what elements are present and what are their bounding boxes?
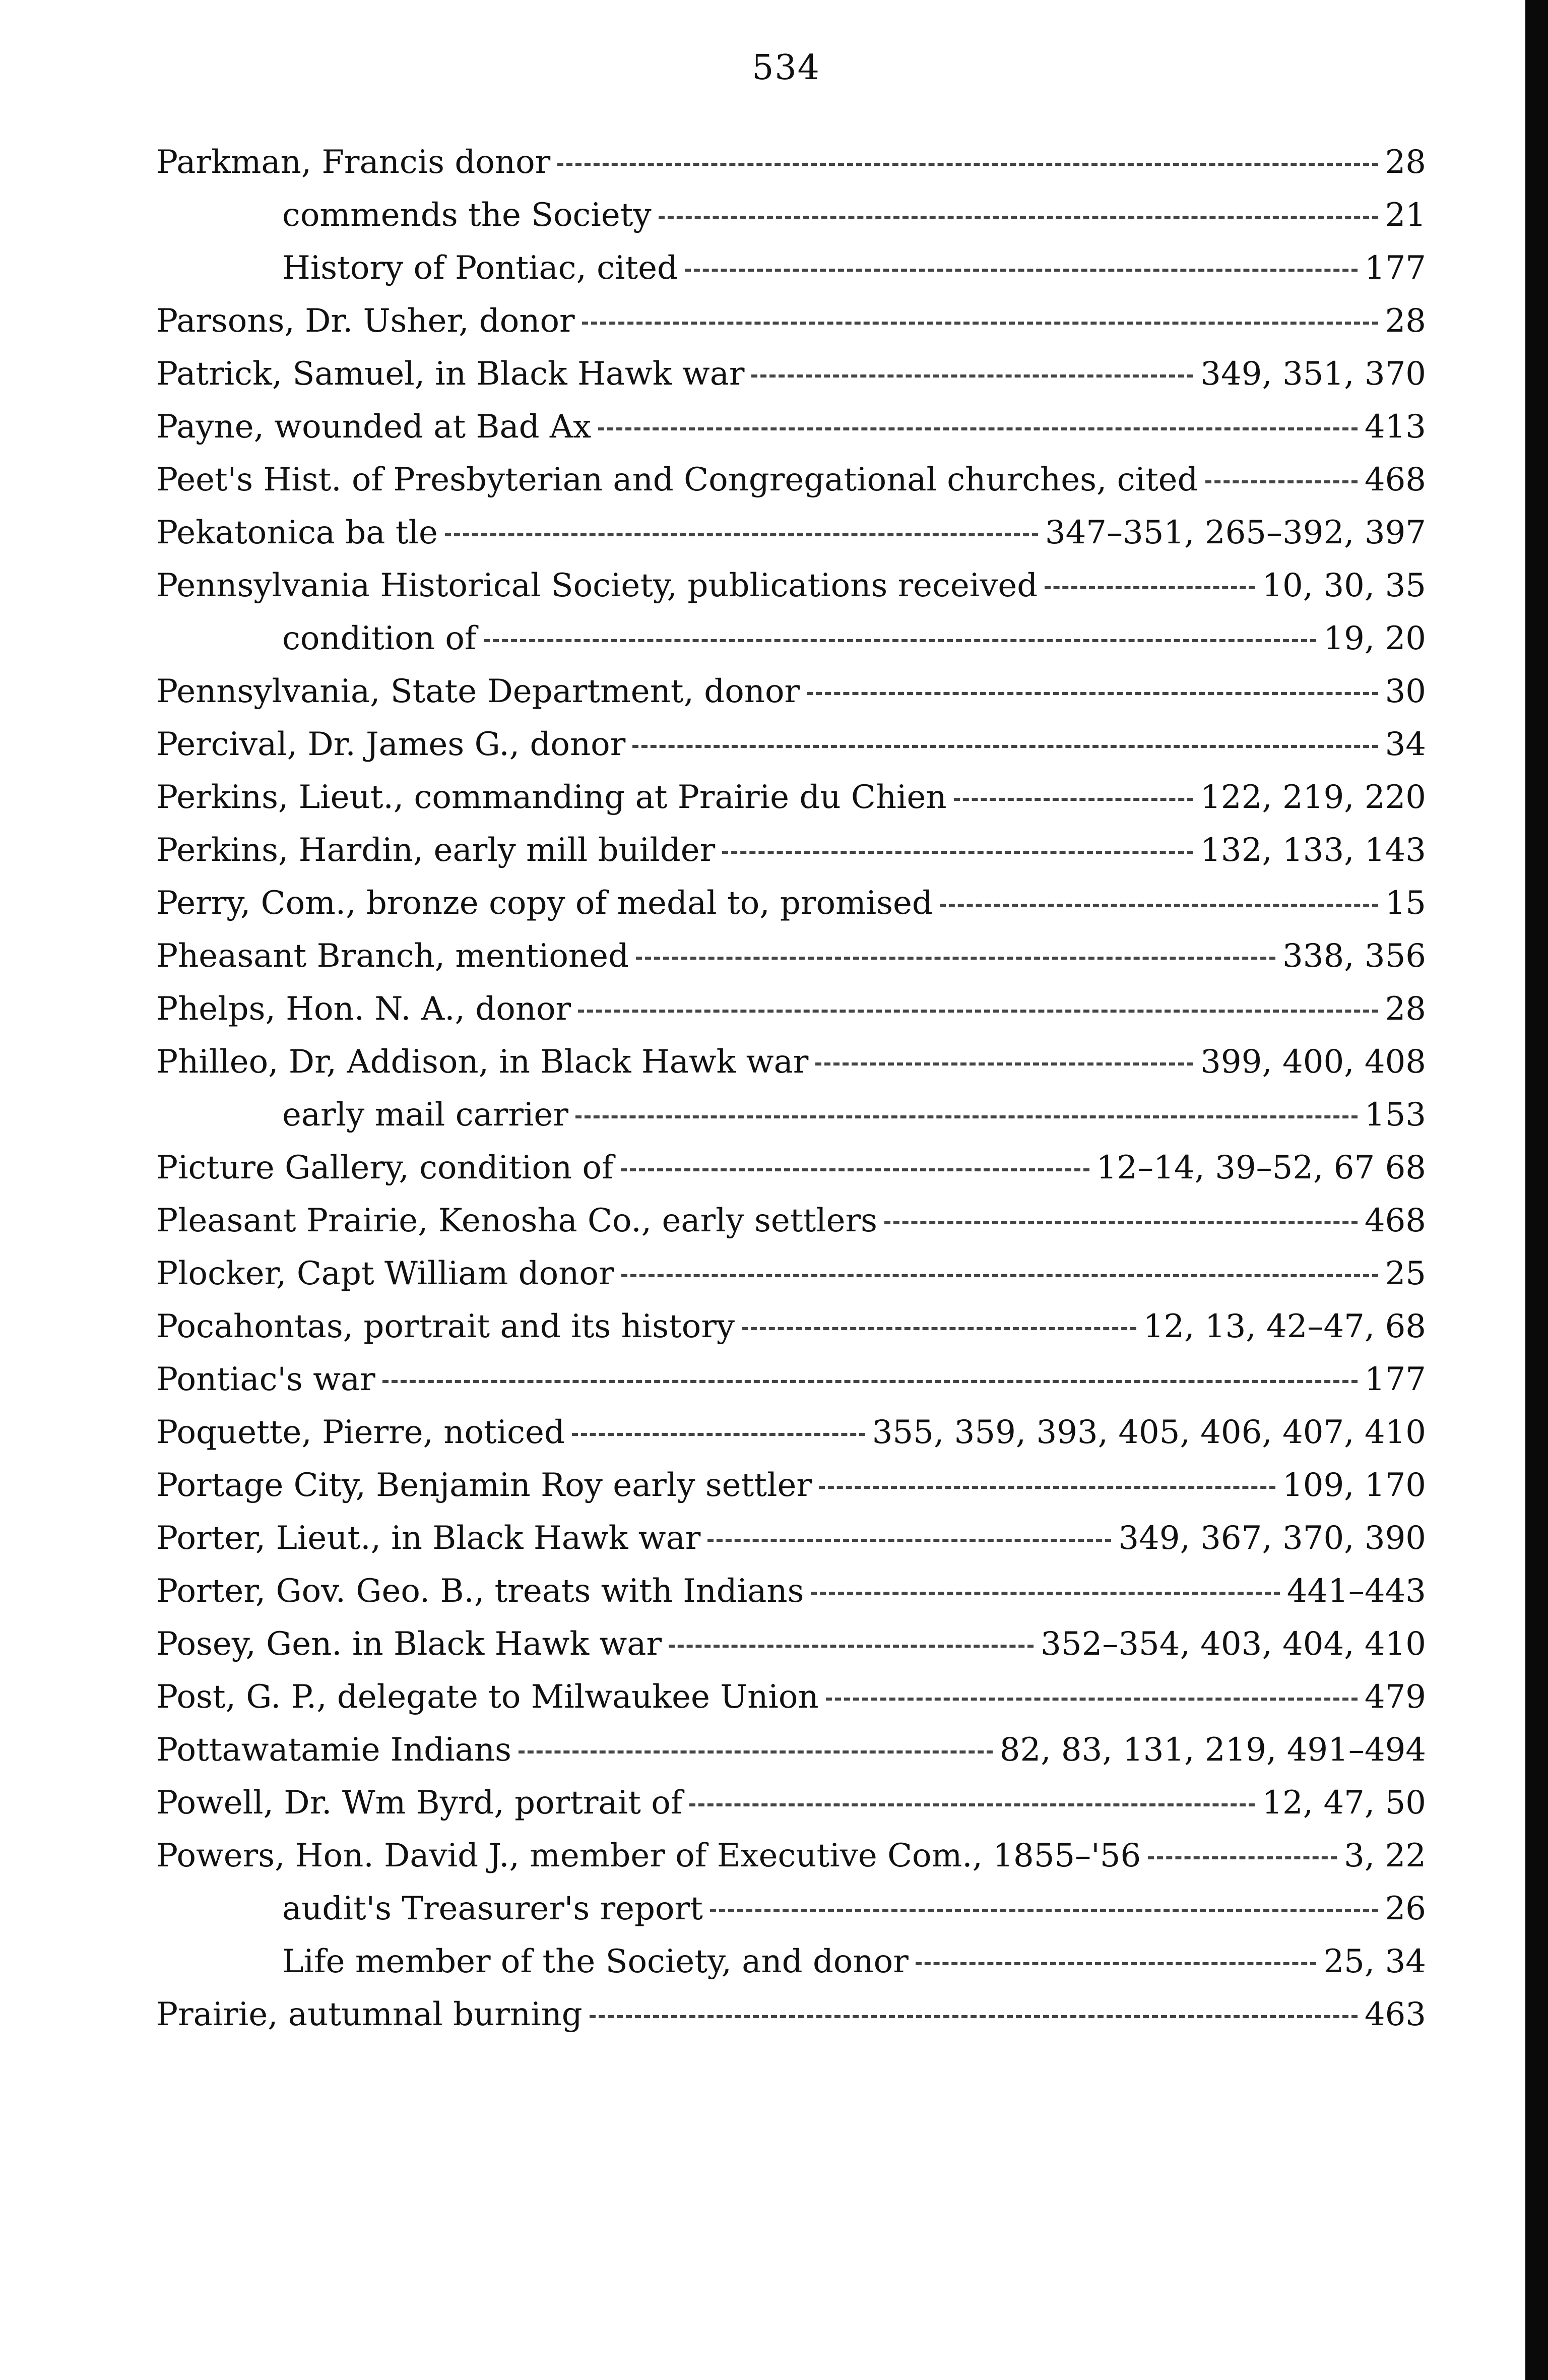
entry-label: Life member of the Society, and donor (282, 1943, 909, 1980)
dot-leader (382, 1380, 1358, 1383)
index-entry (156, 401, 1426, 454)
entry-label: Perkins, Hardin, early mill builder (156, 832, 716, 869)
dot-leader (659, 216, 1378, 219)
index-entry (156, 877, 1426, 930)
index-entry (156, 1988, 1426, 2041)
dot-leader (582, 322, 1378, 325)
entry-pages: 12, 13, 42–47, 68 (1143, 1308, 1426, 1345)
index-entry (156, 348, 1426, 401)
entry-label: Phelps, Hon. N. A., donor (156, 990, 571, 1028)
entry-pages: 28 (1385, 302, 1426, 340)
entry-pages: 479 (1364, 1678, 1426, 1716)
entry-label: Pleasant Prairie, Kenosha Co., early settlers (156, 1202, 877, 1239)
dot-leader (590, 2015, 1358, 2018)
entry-pages: 10, 30, 35 (1262, 567, 1426, 604)
entry-label: Philleo, Dr, Addison, in Black Hawk war (156, 1043, 809, 1081)
index-subentry (156, 612, 1426, 665)
entry-pages: 3, 22 (1344, 1837, 1426, 1874)
entry-label: Pottawatamie Indians (156, 1731, 511, 1769)
dot-leader (689, 1803, 1255, 1806)
dot-leader (621, 1168, 1089, 1171)
entry-label: Perry, Com., bronze copy of medal to, promised (156, 885, 933, 922)
dot-leader (954, 798, 1194, 801)
entry-label: Pocahontas, portrait and its history (156, 1308, 735, 1345)
dot-leader (578, 1010, 1378, 1013)
index-entry (156, 665, 1426, 718)
entry-label: Pontiac's war (156, 1361, 375, 1398)
dot-leader (621, 1274, 1378, 1277)
index-subentry (156, 1883, 1426, 1935)
entry-pages: 349, 367, 370, 390 (1118, 1520, 1426, 1557)
entry-label: Pennsylvania, State Department, donor (156, 673, 800, 710)
index-entry (156, 1353, 1426, 1406)
entry-label: commends the Society (282, 197, 652, 234)
dot-leader (819, 1486, 1275, 1489)
index-entry (156, 1036, 1426, 1089)
dot-leader (1148, 1856, 1337, 1859)
index-entry (156, 1195, 1426, 1247)
dot-leader (815, 1062, 1193, 1066)
entry-label: Poquette, Pierre, noticed (156, 1414, 565, 1451)
entry-pages: 463 (1364, 1996, 1426, 2033)
entry-pages: 441–443 (1286, 1573, 1426, 1610)
dot-leader (884, 1221, 1358, 1224)
dot-leader (484, 639, 1317, 642)
entry-pages: 177 (1364, 1361, 1426, 1398)
index-entry (156, 771, 1426, 824)
dot-leader (572, 1433, 865, 1436)
index-entry (156, 1406, 1426, 1459)
entry-label: History of Pontiac, cited (282, 249, 678, 287)
index-entry (156, 930, 1426, 983)
entry-pages: 153 (1364, 1096, 1426, 1134)
index-entry (156, 1618, 1426, 1671)
dot-leader (636, 957, 1275, 960)
entry-label: Peet's Hist. of Presbyterian and Congregational churches, cited (156, 461, 1198, 498)
entry-pages: 349, 351, 370 (1200, 355, 1426, 393)
entry-pages: 399, 400, 408 (1200, 1043, 1426, 1081)
index-entry (156, 507, 1426, 559)
entry-label: Pekatonica ba tle (156, 514, 438, 551)
entry-label: Pennsylvania Historical Society, publications received (156, 567, 1038, 604)
entry-pages: 28 (1385, 144, 1426, 181)
index-entry (156, 559, 1426, 612)
dot-leader (710, 1909, 1378, 1912)
index-entry (156, 1459, 1426, 1512)
index-entry (156, 1777, 1426, 1830)
entry-pages: 28 (1385, 990, 1426, 1028)
entry-label: Powell, Dr. Wm Byrd, portrait of (156, 1784, 683, 1822)
dot-leader (811, 1592, 1279, 1595)
index-list (156, 136, 1426, 2041)
entry-label: Picture Gallery, condition of (156, 1149, 614, 1186)
index-entry (156, 983, 1426, 1036)
dot-leader (707, 1539, 1111, 1542)
entry-label: condition of (282, 620, 477, 657)
entry-label: Parkman, Francis donor (156, 144, 551, 181)
entry-pages: 352–354, 403, 404, 410 (1041, 1625, 1426, 1663)
index-entry (156, 1142, 1426, 1195)
index-entry (156, 1565, 1426, 1618)
dot-leader (598, 427, 1358, 430)
entry-pages: 15 (1385, 885, 1426, 922)
dot-leader (742, 1327, 1136, 1330)
entry-label: Porter, Lieut., in Black Hawk war (156, 1520, 701, 1557)
entry-label: Pheasant Branch, mentioned (156, 937, 629, 975)
index-entry (156, 1830, 1426, 1883)
index-entry (156, 1724, 1426, 1777)
dot-leader (751, 374, 1193, 378)
dot-leader (722, 851, 1193, 854)
index-entry (156, 1512, 1426, 1565)
entry-pages: 468 (1364, 1202, 1426, 1239)
entry-pages: 413 (1364, 408, 1426, 446)
entry-label: Percival, Dr. James G., donor (156, 726, 626, 763)
entry-pages: 21 (1385, 197, 1426, 234)
dot-leader (807, 692, 1378, 695)
dot-leader (826, 1698, 1358, 1701)
dot-leader (632, 745, 1378, 748)
entry-pages: 122, 219, 220 (1200, 779, 1426, 816)
entry-pages: 25, 34 (1323, 1943, 1426, 1980)
entry-pages: 34 (1385, 726, 1426, 763)
index-subentry (156, 242, 1426, 295)
entry-label: Powers, Hon. David J., member of Executive Com., 1855–'56 (156, 1837, 1141, 1874)
dot-leader (519, 1750, 993, 1753)
dot-leader (940, 904, 1378, 907)
entry-pages: 132, 133, 143 (1200, 832, 1426, 869)
dot-leader (557, 163, 1378, 166)
entry-pages: 30 (1385, 673, 1426, 710)
entry-label: audit's Treasurer's report (282, 1890, 703, 1927)
entry-label: Porter, Gov. Geo. B., treats with Indians (156, 1573, 804, 1610)
dot-leader (575, 1115, 1358, 1118)
entry-pages: 25 (1385, 1255, 1426, 1292)
dot-leader (916, 1962, 1317, 1965)
page-edge-border (1525, 0, 1548, 2380)
dot-leader (669, 1645, 1034, 1648)
entry-label: Parsons, Dr. Usher, donor (156, 302, 575, 340)
entry-label: Plocker, Capt William donor (156, 1255, 614, 1292)
dot-leader (1045, 586, 1255, 589)
entry-pages: 26 (1385, 1890, 1426, 1927)
entry-pages: 12–14, 39–52, 67 68 (1096, 1149, 1426, 1186)
index-entry (156, 824, 1426, 877)
entry-pages: 82, 83, 131, 219, 491–494 (999, 1731, 1426, 1769)
entry-label: early mail carrier (282, 1096, 568, 1134)
dot-leader (685, 269, 1358, 272)
index-entry (156, 1247, 1426, 1300)
dot-leader (1205, 480, 1358, 483)
entry-label: Post, G. P., delegate to Milwaukee Union (156, 1678, 819, 1716)
entry-pages: 468 (1364, 461, 1426, 498)
index-entry (156, 136, 1426, 189)
dot-leader (445, 533, 1038, 536)
index-entry (156, 295, 1426, 348)
entry-label: Perkins, Lieut., commanding at Prairie du Chien (156, 779, 947, 816)
entry-pages: 109, 170 (1282, 1467, 1426, 1504)
entry-label: Payne, wounded at Bad Ax (156, 408, 592, 446)
index-subentry (156, 1089, 1426, 1142)
page-number: 534 (752, 48, 820, 88)
index-subentry (156, 189, 1426, 242)
entry-label: Portage City, Benjamin Roy early settler (156, 1467, 812, 1504)
entry-pages: 347–351, 265–392, 397 (1045, 514, 1426, 551)
entry-pages: 19, 20 (1323, 620, 1426, 657)
index-entry (156, 1300, 1426, 1353)
entry-label: Prairie, autumnal burning (156, 1996, 583, 2033)
index-subentry (156, 1935, 1426, 1988)
entry-pages: 338, 356 (1282, 937, 1426, 975)
index-entry (156, 1671, 1426, 1724)
entry-label: Patrick, Samuel, in Black Hawk war (156, 355, 745, 393)
index-entry (156, 718, 1426, 771)
entry-pages: 355, 359, 393, 405, 406, 407, 410 (872, 1414, 1426, 1451)
index-entry (156, 454, 1426, 507)
entry-label: Posey, Gen. in Black Hawk war (156, 1625, 662, 1663)
entry-pages: 12, 47, 50 (1262, 1784, 1426, 1822)
entry-pages: 177 (1364, 249, 1426, 287)
